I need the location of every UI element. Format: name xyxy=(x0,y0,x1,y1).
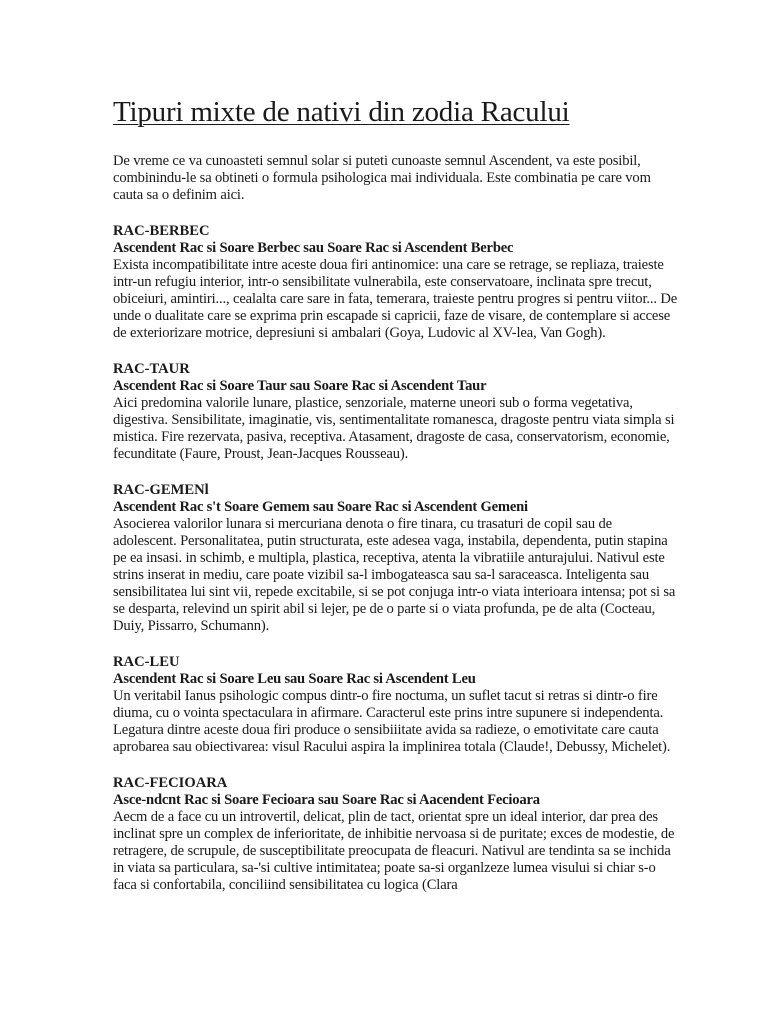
section-rac-taur xyxy=(113,361,678,463)
page-title: Tipuri mixte de nativi din zodia Racului xyxy=(113,96,570,128)
section-rac-gemeni xyxy=(113,482,678,635)
section-heading: RAC-LEU xyxy=(113,654,180,670)
section-subtitle: Ascendent Rac si Soare Leu sau Soare Rac si Ascendent Leu xyxy=(113,671,476,687)
section-heading: RAC-BERBEC xyxy=(113,223,210,239)
section-subtitle: Ascendent Rac si Soare Berbec sau Soare Rac si Ascendent Berbec xyxy=(113,240,514,256)
section-rac-leu xyxy=(113,654,678,756)
section-body: Aici predomina valorile lunare, plastice, senzoriale, materne uneori sub o forma vegetativa, digestiva. Sensibilitate, imaginatie, vis, sentimentalitate romanesca, dragoste pentru viata simpla si mistica. Fire rezervata, pasiva, receptiva. Atasament, dragoste de casa, conservatorism, economie, fecunditate (Faure, Proust, Jean-Jacques Rousseau). xyxy=(113,395,675,462)
section-subtitle: Ascendent Rac si Soare Taur sau Soare Rac si Ascendent Taur xyxy=(113,378,487,394)
section-heading: RAC-FECIOARA xyxy=(113,775,228,791)
section-body: Asocierea valorilor lunara si mercuriana denota o fire tinara, cu trasaturi de copil sau de adolescent. Personalitatea, putin structurata, este adesea vaga, instabila, dependenta, putin stapina pe ea insasi. in schimb, e multipla, plastica, receptiva, atenta la vibratiile anturajului. Nativul este strins inserat in mediu, care poate vizibil sa-l imbogateasca sau sa-l saraceasca. Inteligenta sau sensibilitatea lui sint vii, repede excitabile, si se pot conjuga intr-o viata interioara intensa; pot si sa se desparta, relevind un spirit abil si lejer, pe de o parte si o viata profunda, pe de alta (Cocteau, Duiy, Pissarro, Schumann). xyxy=(113,516,676,634)
section-body: Exista incompatibilitate intre aceste doua firi antinomice: una care se retrage, se repliaza, traieste intr-un refugiu interior, intr-o sensibilitate vulnerabila, este conservatoare, inclinata spre trecut, obiceiuri, amintiri..., cealalta care sare in fata, temerara, traieste pentru progres si pentru viitor... De unde o dualitate care se exprima prin escapade si capricii, faze de visare, de contemplare si accese de exteriorizare motrice, depresiuni si ambalari (Goya, Ludovic al XV-lea, Van Gogh). xyxy=(113,257,678,341)
section-rac-berbec xyxy=(113,223,678,342)
section-body: Aecm de a face cu un introvertil, delicat, plin de tact, orientat spre un ideal interior, dar prea des inclinat spre un complex de inferioritate, de inhibitie nervoasa si de puritate; exces de modestie, de retragere, de scrupule, de susceptibilitate preocupata de fleacuri. Nativul are tendinta sa se inchida in viata sa particulara, sa-'si cultive intimitatea; poate sa-si organlzeze lumea visului si chiar s-o faca si confortabila, conciliind sensibilitatea cu logica (Clara xyxy=(113,809,675,893)
section-heading: RAC-GEMENl xyxy=(113,482,209,498)
section-heading: RAC-TAUR xyxy=(113,361,190,377)
section-rac-fecioara xyxy=(113,775,678,894)
section-subtitle: Ascendent Rac s't Soare Gemem sau Soare Rac si Ascendent Gemeni xyxy=(113,499,528,515)
section-subtitle: Asce-ndcnt Rac si Soare Fecioara sau Soare Rac si Aacendent Fecioara xyxy=(113,792,540,808)
intro-paragraph: De vreme ce va cunoasteti semnul solar si puteti cunoaste semnul Ascendent, va este posibil, combinindu-le sa obtineti o formula psihologica mai individuala. Este combinatia pe care vom cauta sa o definim aici. xyxy=(113,153,651,203)
section-body: Un veritabil Ianus psihologic compus dintr-o fire noctuma, un suflet tacut si retras si dintr-o fire diuma, cu o vointa spectaculara in afirmare. Caracterul este prins intre supunere si independenta. Legatura dintre aceste doua firi produce o sensibiiitate avida sa radieze, o emotivitate care cauta aprobarea sau obiectivarea: visul Racului aspira la implinirea totala (Claude!, Debussy, Michelet). xyxy=(113,688,671,755)
